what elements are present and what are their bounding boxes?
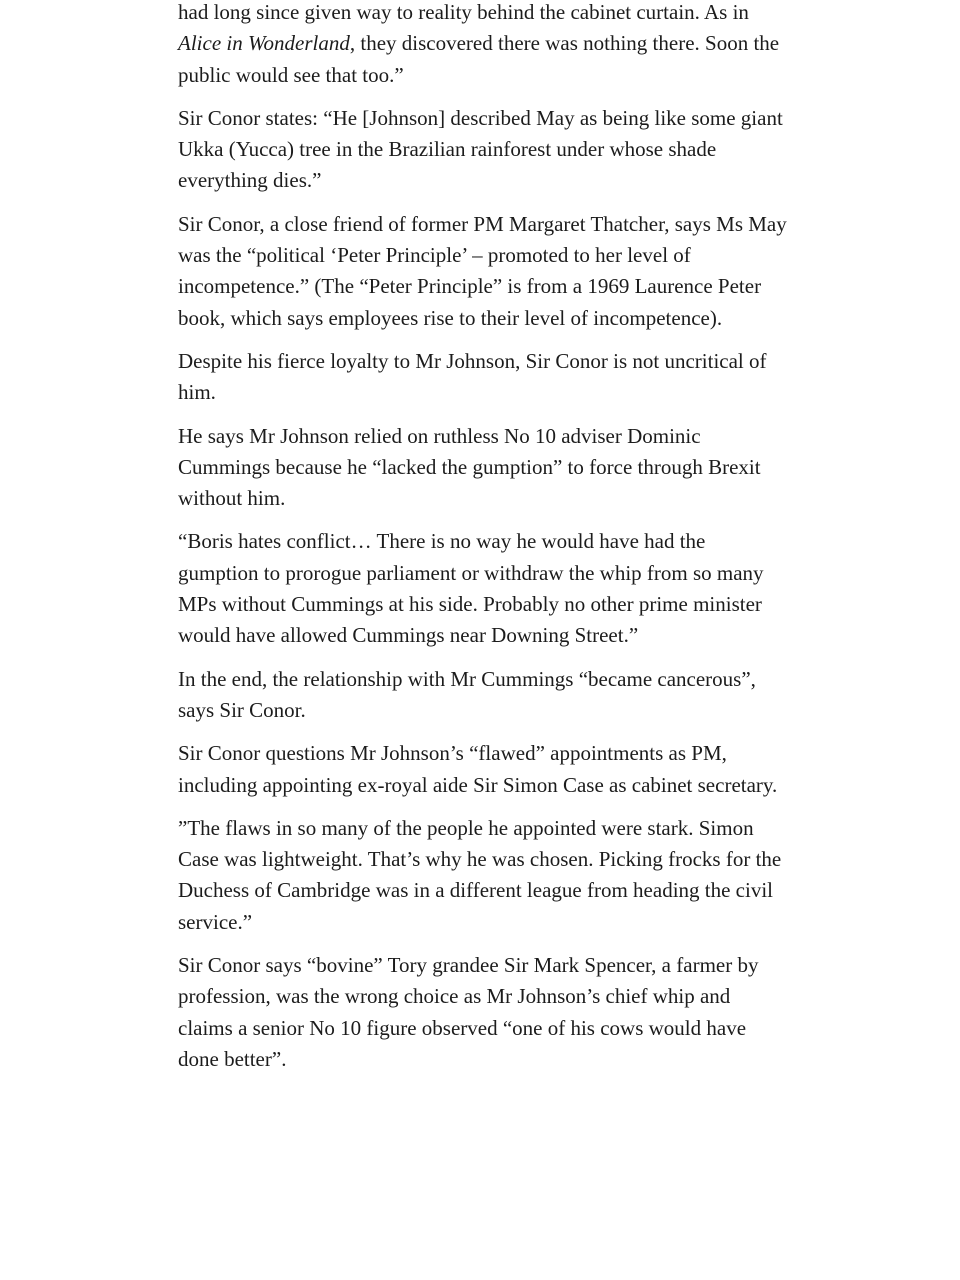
article-paragraph: Sir Conor says “bovine” Tory grandee Sir Mark Spencer, a farmer by profession, was the wrong choice as Mr Johnson’s chief whip and claims a senior No 10 figure observed “one of his cows would have done better”. [178,953,759,1071]
article-paragraph: He says Mr Johnson relied on ruthless No 10 adviser Dominic Cummings because he “lacked the gumption” to force through Brexit without him. [178,423,761,511]
article-paragraph: Sir Conor questions Mr Johnson’s “flawed” appointments as PM, including appointing ex-royal aide Sir Simon Case as cabinet secretary. [178,741,778,797]
article-paragraph: “Boris hates conflict… There is no way he would have had the gumption to prorogue parliament or withdraw the whip from so many MPs without Cummings at his side. Probably no other prime minister would have allowed Cummings near Downing Street.” [178,529,764,648]
book-title: Alice in Wonderland [178,31,350,56]
article-paragraph: In the end, the relationship with Mr Cummings “became cancerous”, says Sir Conor. [178,666,756,722]
paragraph-text: had long since given way to reality behind the cabinet curtain. As in [178,0,749,24]
article-paragraph: Sir Conor, a close friend of former PM Margaret Thatcher, says Ms May was the “political ‘Peter Principle’ – promoted to her level of incompetence.” (The “Peter Principle” is from a 1969 Laurence Peter book, which says employees rise to their level of incompetence). [178,211,787,330]
article-body [178,0,788,1087]
article-paragraph: ”The flaws in so many of the people he appointed were stark. Simon Case was lightweight. That’s why he was chosen. Picking frocks for the Duchess of Cambridge was in a different league from heading the civil service.” [178,815,782,934]
paragraph-text: , they discovered there was nothing there. Soon the public would see that too.” [178,31,780,87]
article-paragraph: Despite his fierce loyalty to Mr Johnson, Sir Conor is not uncritical of him. [178,348,767,405]
article-paragraph [178,0,788,91]
article-paragraph: Sir Conor states: “He [Johnson] described May as being like some giant Ukka (Yucca) tree in the Brazilian rainforest under whose shade everything dies.” [178,105,783,193]
